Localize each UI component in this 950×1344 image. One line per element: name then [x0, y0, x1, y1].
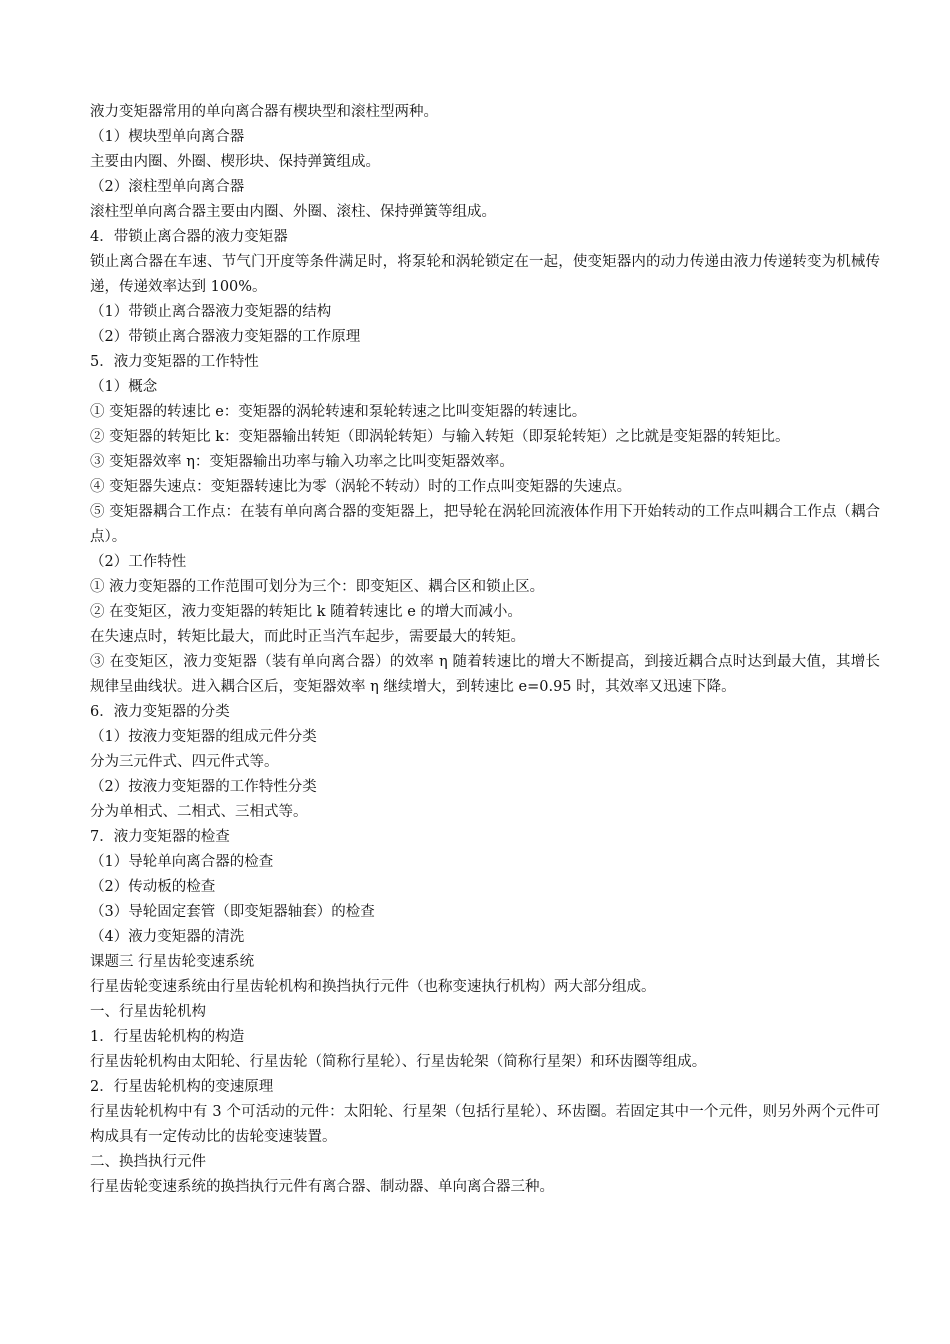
paragraph-one-way-clutch-types: 液力变矩器常用的单向离合器有楔块型和滚柱型两种。	[90, 104, 438, 120]
document-body	[90, 100, 880, 1200]
paragraph-roller-clutch: 滚柱型单向离合器主要由内圈、外圈、滚柱、保持弹簧等组成。	[90, 204, 496, 220]
heading-concepts: （1）概念	[90, 379, 158, 395]
item-drive-plate-check: （2）传动板的检查	[90, 879, 216, 895]
item-torque-ratio-trend: ② 在变矩区，液力变矩器的转矩比 k 随着转速比 e 的增大而减小。	[90, 604, 522, 620]
paragraph-lockup-clutch: 锁止离合器在车速、节气门开度等条件满足时，将泵轮和涡轮锁定在一起，使变矩器内的动力传递由液力传递转变为机械传递，传递效率达到 100%。	[90, 254, 880, 295]
paragraph-stall-torque: 在失速点时，转矩比最大，而此时正当汽车起步，需要最大的转矩。	[90, 629, 525, 645]
heading-roller-clutch: （2）滚柱型单向离合器	[90, 179, 245, 195]
item-working-range: ① 液力变矩器的工作范围可划分为三个：即变矩区、耦合区和锁止区。	[90, 579, 545, 595]
heading-lockup-converter: 4．带锁止离合器的液力变矩器	[90, 229, 288, 245]
heading-lockup-structure: （1）带锁止离合器液力变矩器的结构	[90, 304, 332, 320]
heading-shift-elements: 二、换挡执行元件	[90, 1154, 206, 1170]
heading-wedge-clutch: （1）楔块型单向离合器	[90, 129, 245, 145]
item-stator-clutch-check: （1）导轮单向离合器的检查	[90, 854, 274, 870]
item-efficiency: ③ 变矩器效率 η：变矩器输出功率与输入功率之比叫变矩器效率。	[90, 454, 514, 470]
item-stator-sleeve-check: （3）导轮固定套管（即变矩器轴套）的检查	[90, 904, 375, 920]
heading-lockup-principle: （2）带锁止离合器液力变矩器的工作原理	[90, 329, 361, 345]
paragraph-planetary-system: 行星齿轮变速系统由行星齿轮机构和换挡执行元件（也称变速执行机构）两大部分组成。	[90, 979, 656, 995]
paragraph-wedge-clutch: 主要由内圈、外圈、楔形块、保持弹簧组成。	[90, 154, 380, 170]
paragraph-shift-elements: 行星齿轮变速系统的换挡执行元件有离合器、制动器、单向离合器三种。	[90, 1179, 554, 1195]
heading-inspection: 7．液力变矩器的检查	[90, 829, 230, 845]
heading-characteristics: 5．液力变矩器的工作特性	[90, 354, 259, 370]
heading-planetary-principle: 2．行星齿轮机构的变速原理	[90, 1079, 274, 1095]
item-efficiency-trend: ③ 在变矩区，液力变矩器（装有单向离合器）的效率 η 随着转速比的增大不断提高，到接近耦合点时达到最大值，其增长规律呈曲线状。进入耦合区后，变矩器效率 η 继续增大，到转速比 e=0.95 时，其效率又迅速下降。	[90, 654, 880, 695]
heading-by-elements: （1）按液力变矩器的组成元件分类	[90, 729, 317, 745]
paragraph-by-characteristics: 分为单相式、二相式、三相式等。	[90, 804, 308, 820]
item-torque-ratio: ② 变矩器的转矩比 k：变矩器输出转矩（即涡轮转矩）与输入转矩（即泵轮转矩）之比就是变矩器的转矩比。	[90, 429, 790, 445]
heading-planetary-construction: 1．行星齿轮机构的构造	[90, 1029, 245, 1045]
heading-working-characteristics: （2）工作特性	[90, 554, 187, 570]
item-converter-cleaning: （4）液力变矩器的清洗	[90, 929, 245, 945]
heading-planetary-mechanism: 一、行星齿轮机构	[90, 1004, 206, 1020]
item-stall-point: ④ 变矩器失速点：变矩器转速比为零（涡轮不转动）时的工作点叫变矩器的失速点。	[90, 479, 632, 495]
paragraph-planetary-principle: 行星齿轮机构中有 3 个可活动的元件：太阳轮、行星架（包括行星轮）、环齿圈。若固定其中一个元件，则另外两个元件可构成具有一定传动比的齿轮变速装置。	[90, 1104, 880, 1145]
item-speed-ratio: ① 变矩器的转速比 e：变矩器的涡轮转速和泵轮转速之比叫变矩器的转速比。	[90, 404, 587, 420]
paragraph-by-elements: 分为三元件式、四元件式等。	[90, 754, 279, 770]
item-coupling-point: ⑤ 变矩器耦合工作点：在装有单向离合器的变矩器上，把导轮在涡轮回流液体作用下开始转动的工作点叫耦合工作点（耦合点）。	[90, 504, 880, 545]
heading-topic-three: 课题三 行星齿轮变速系统	[90, 954, 255, 970]
paragraph-planetary-construction: 行星齿轮机构由太阳轮、行星齿轮（简称行星轮）、行星齿轮架（简称行星架）和环齿圈等组成。	[90, 1054, 707, 1070]
heading-classification: 6．液力变矩器的分类	[90, 704, 230, 720]
heading-by-characteristics: （2）按液力变矩器的工作特性分类	[90, 779, 317, 795]
